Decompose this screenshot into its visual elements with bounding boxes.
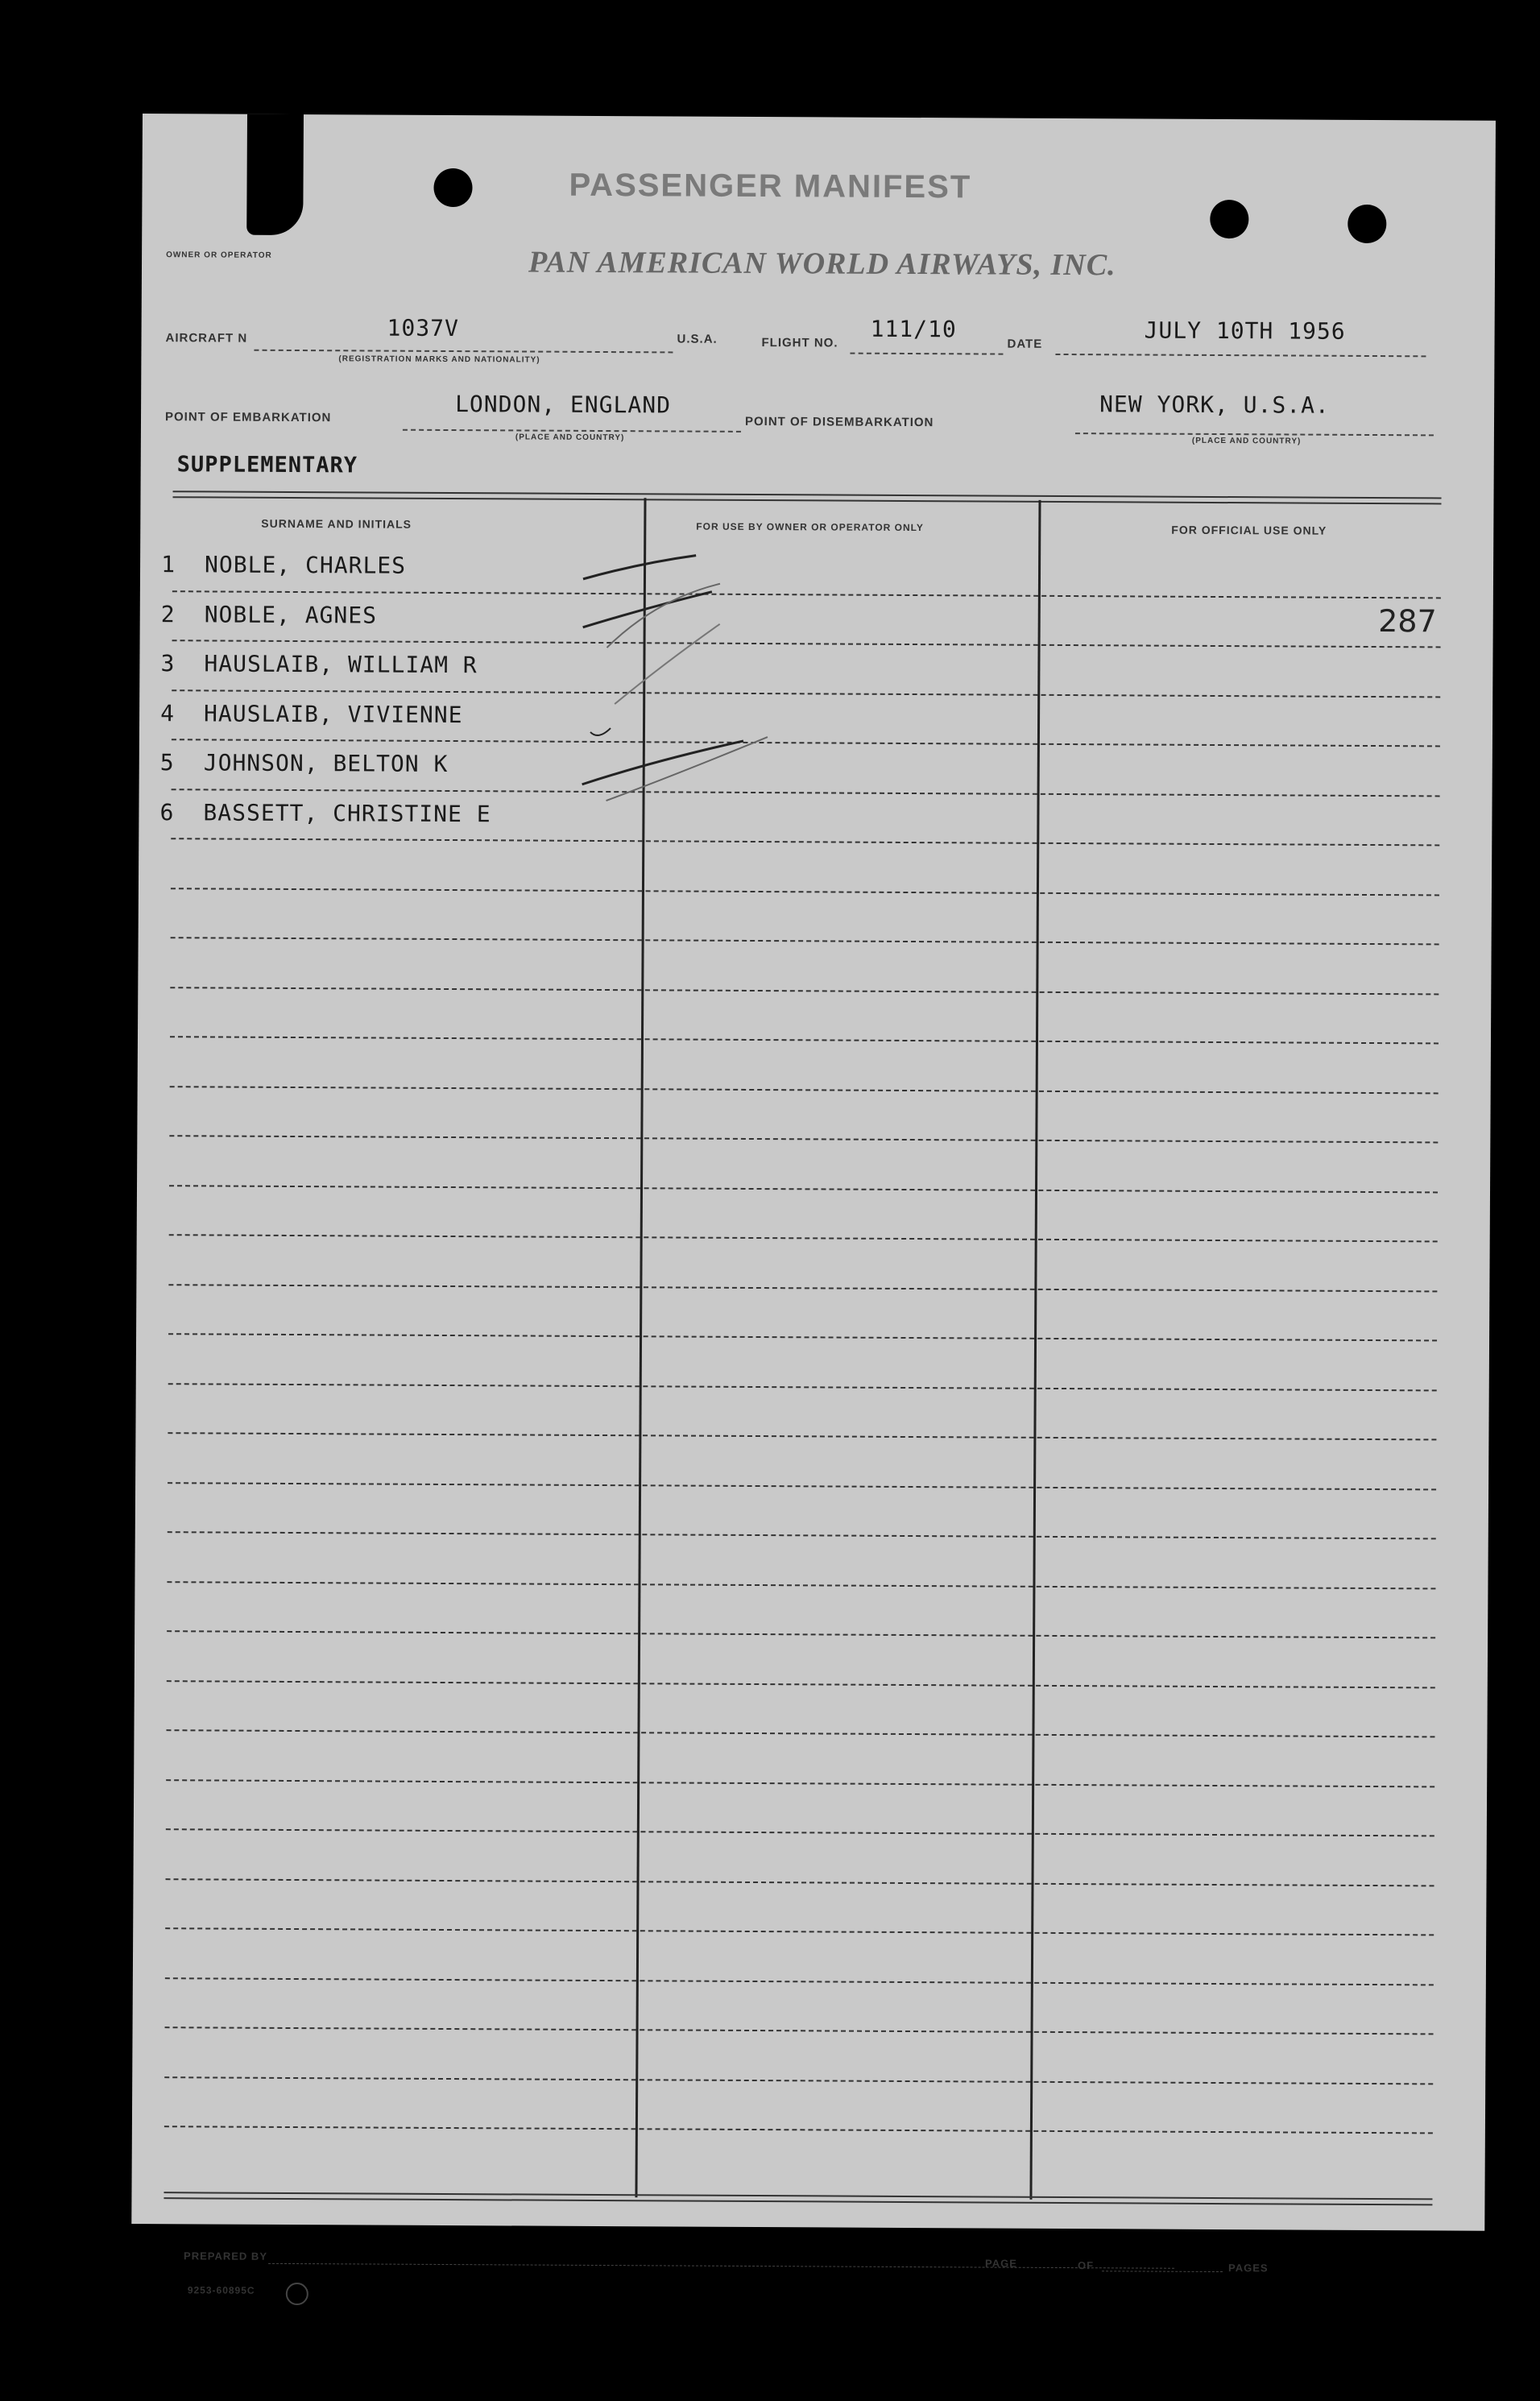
passenger-name: JOHNSON, BELTON K: [203, 749, 449, 777]
disembarkation-underline: [1075, 433, 1434, 436]
col-header-surname: SURNAME AND INITIALS: [261, 516, 412, 531]
owner-operator-label: OWNER OR OPERATOR: [166, 250, 272, 260]
official-use-value: [1034, 545, 1437, 596]
date-label: DATE: [1007, 337, 1043, 351]
torn-corner-mark: [246, 114, 304, 235]
passenger-name: HAUSLAIB, WILLIAM R: [204, 650, 478, 679]
flight-underline: [850, 353, 1003, 355]
embarkation-place-note: (PLACE AND COUNTRY): [515, 433, 625, 443]
of-label: OF: [1077, 2259, 1095, 2272]
aircraft-value: 1037V: [387, 314, 459, 342]
embarkation-label: POINT OF EMBARKATION: [164, 410, 332, 425]
row-number: 4: [160, 699, 176, 727]
prepared-by-underline: [268, 2263, 1174, 2269]
passenger-name: NOBLE, CHARLES: [204, 551, 407, 579]
table-row-line: [171, 888, 1439, 896]
table-row-line: [165, 2026, 1434, 2035]
official-use-value: [1033, 644, 1436, 695]
row-number: 3: [160, 650, 176, 677]
disembarkation-place-note: (PLACE AND COUNTRY): [1191, 436, 1302, 446]
row-number: 2: [160, 600, 176, 627]
embarkation-underline: [403, 429, 741, 433]
operator-name: PAN AMERICAN WORLD AIRWAYS, INC.: [528, 245, 1116, 283]
table-row-line: [169, 1234, 1438, 1242]
table-row-line: [170, 987, 1439, 995]
embarkation-value: LONDON, ENGLAND: [455, 391, 672, 419]
row-number: 5: [159, 749, 175, 776]
passenger-name: BASSETT, CHRISTINE E: [203, 798, 491, 827]
table-bottom-rule: [164, 2192, 1432, 2205]
table-row-line: [164, 2126, 1433, 2134]
prepared-by-label: PREPARED BY: [184, 2250, 268, 2262]
table-row-line: [170, 1036, 1439, 1044]
passenger-name: NOBLE, AGNES: [204, 600, 378, 629]
table-row-line: [167, 1630, 1435, 1638]
col-header-official: FOR OFFICIAL USE ONLY: [1171, 523, 1327, 537]
row-number: 6: [159, 798, 175, 826]
table-row-line: [166, 1878, 1434, 1886]
official-use-value: [1033, 693, 1436, 744]
table-row-line: [166, 1779, 1434, 1787]
disembarkation-label: POINT OF DISEMBARKATION: [744, 414, 934, 430]
of-underline: [1102, 2271, 1223, 2272]
table-row-line: [168, 1531, 1436, 1539]
official-use-value: 287: [1378, 602, 1437, 639]
table-row-line: [166, 1828, 1434, 1836]
date-underline: [1055, 354, 1426, 357]
table-row-line: [171, 937, 1439, 945]
table-row-line: [168, 1432, 1436, 1440]
table-row-line: [168, 1284, 1437, 1292]
table-row-line: [165, 1977, 1434, 1985]
col-header-owner: FOR USE BY OWNER OR OPERATOR ONLY: [696, 520, 924, 534]
row-number: 1: [161, 551, 176, 578]
registration-note: (REGISTRATION MARKS AND NATIONALITY): [338, 354, 540, 365]
table-row-line: [167, 1581, 1435, 1589]
disembarkation-value: NEW YORK, U.S.A.: [1099, 391, 1330, 419]
official-use-value: [1033, 793, 1435, 843]
table-row-line: [166, 1729, 1434, 1737]
usa-label: U.S.A.: [677, 332, 718, 346]
punch-hole: [1210, 200, 1248, 238]
table-top-rule: [173, 491, 1442, 504]
punch-hole: [1348, 205, 1386, 243]
table-row-line: [169, 1135, 1438, 1143]
date-value: JULY 10TH 1956: [1144, 317, 1346, 345]
table-row-line: [169, 1185, 1438, 1193]
table-row-line: [170, 1086, 1439, 1094]
table-row-line: [168, 1383, 1437, 1391]
official-use-value: [1033, 743, 1436, 794]
table-row-line: [168, 1482, 1436, 1490]
pages-label: PAGES: [1227, 2262, 1269, 2275]
flight-label: FLIGHT NO.: [761, 336, 838, 350]
table-row-line: [164, 2076, 1433, 2084]
table-row-line: [165, 1927, 1434, 1935]
page-label: PAGE: [985, 2257, 1017, 2270]
union-bug-icon: [286, 2283, 308, 2305]
passenger-name: HAUSLAIB, VIVIENNE: [204, 699, 463, 728]
supplementary-label: SUPPLEMENTARY: [176, 452, 358, 478]
manifest-page: [131, 114, 1496, 2296]
checkmark-strokes: [573, 535, 817, 842]
table-row-line: [168, 1333, 1437, 1341]
aircraft-label: AIRCRAFT N: [165, 331, 248, 346]
table-row-line: [167, 1680, 1435, 1688]
punch-hole: [433, 168, 472, 207]
form-title: PASSENGER MANIFEST: [569, 167, 972, 205]
flight-value: 111/10: [870, 315, 957, 343]
form-number: 9253-60895C: [187, 2284, 255, 2296]
aircraft-underline: [254, 350, 673, 354]
